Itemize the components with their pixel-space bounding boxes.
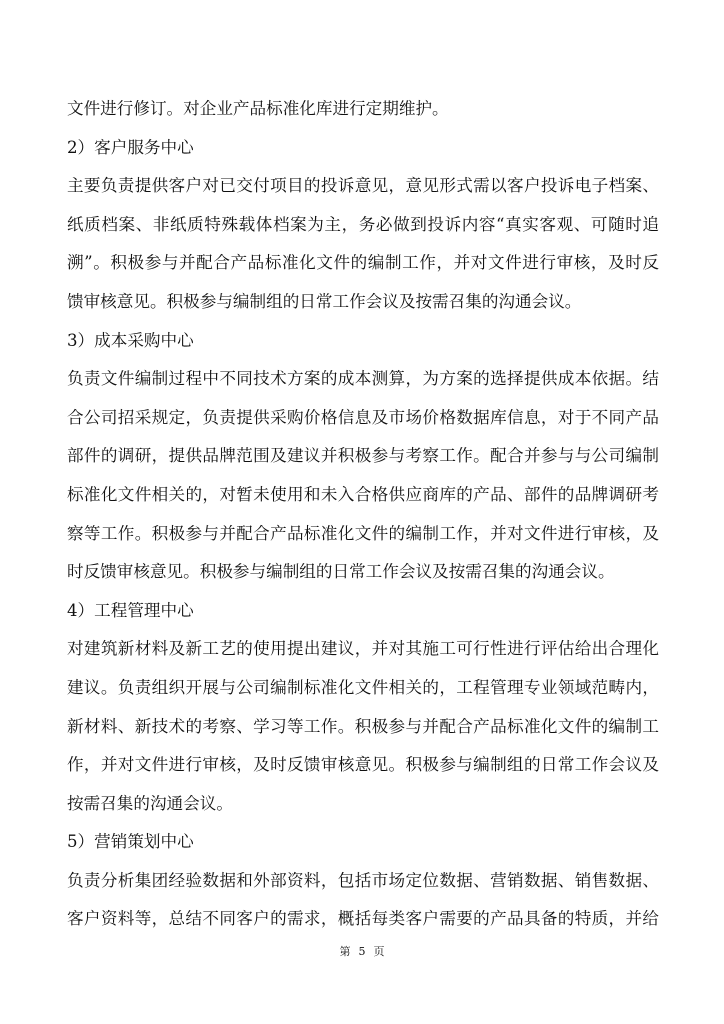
body-line: 按需召集的沟通会议。 (67, 793, 233, 813)
body-line: 察等工作。积极参与并配合产品标准化文件的编制工作，并对文件进行审核，及 (67, 523, 659, 543)
body-line: 对建筑新材料及新工艺的使用提出建议，并对其施工可行性进行评估给出合理化 (67, 639, 659, 659)
body-line: 主要负责提供客户对已交付项目的投诉意见，意见形式需以客户投诉电子档案、 (67, 176, 659, 196)
body-line: 标准化文件相关的，对暂未使用和未入合格供应商库的产品、部件的品牌调研考 (67, 484, 659, 504)
body-line: 纸质档案、非纸质特殊载体档案为主，务必做到投诉内容“真实客观、可随时追 (67, 214, 659, 234)
body-line: 客户资料等，总结不同客户的需求，概括每类客户需要的产品具备的特质，并给 (67, 909, 659, 929)
body-line: 馈审核意见。积极参与编制组的日常工作会议及按需召集的沟通会议。 (67, 291, 582, 311)
body-line: 作，并对文件进行审核，及时反馈审核意见。积极参与编制组的日常工作会议及 (67, 755, 659, 775)
section-heading-customer-service: 2）客户服务中心 (67, 137, 194, 157)
body-line: 负责文件编制过程中不同技术方案的成本测算，为方案的选择提供成本依据。结 (67, 369, 659, 389)
page-number-prefix: 第 (339, 945, 351, 958)
body-line: 建议。负责组织开展与公司编制标准化文件相关的，工程管理专业领域范畴内， (67, 677, 659, 697)
section-heading-cost-procurement: 3）成本采购中心 (67, 330, 194, 350)
body-line: 时反馈审核意见。积极参与编制组的日常工作会议及按需召集的沟通会议。 (67, 562, 615, 582)
page-footer (0, 944, 724, 960)
section-heading-engineering-management: 4）工程管理中心 (67, 600, 194, 620)
section-heading-marketing-planning: 5）营销策划中心 (67, 832, 194, 852)
page-number-suffix: 页 (373, 945, 385, 958)
page-number: 5 (358, 945, 366, 958)
body-line: 溯”。积极参与并配合产品标准化文件的编制工作，并对文件进行审核，及时反 (67, 253, 659, 273)
body-line: 部件的调研，提供品牌范围及建议并积极参与考察工作。配合并参与与公司编制 (67, 446, 659, 466)
body-line: 新材料、新技术的考察、学习等工作。积极参与并配合产品标准化文件的编制工 (67, 716, 659, 736)
body-line: 文件进行修订。对企业产品标准化库进行定期维护。 (67, 99, 449, 118)
document-body (67, 90, 659, 939)
body-line: 合公司招采规定，负责提供采购价格信息及市场价格数据库信息，对于不同产品 (67, 407, 659, 427)
body-line: 负责分析集团经验数据和外部资料，包括市场定位数据、营销数据、销售数据、 (67, 870, 659, 890)
